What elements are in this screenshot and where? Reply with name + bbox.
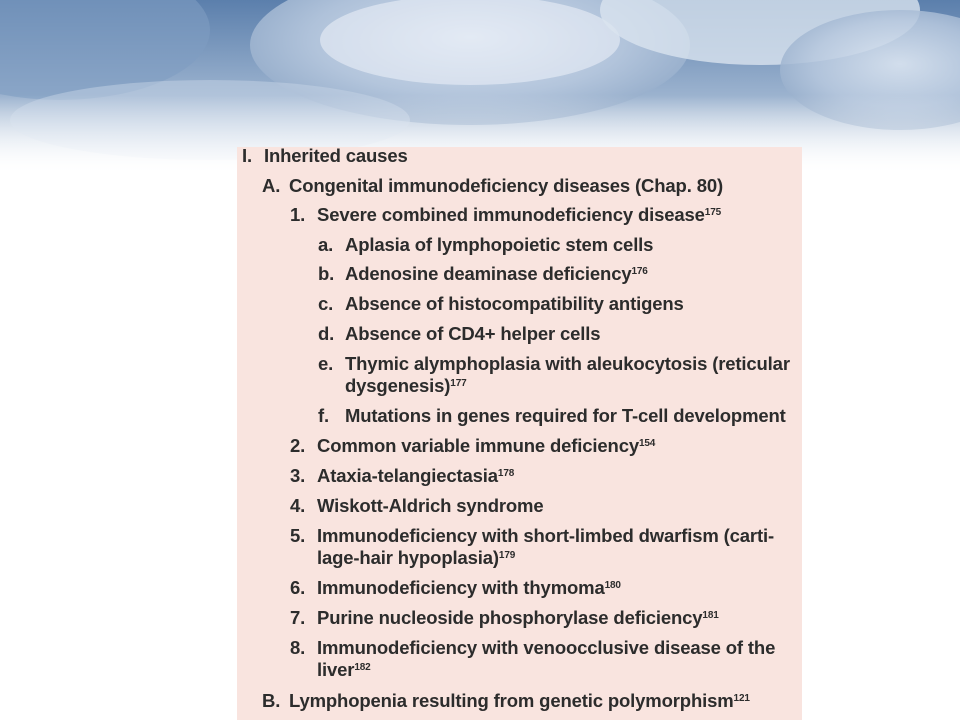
item-text: liver: [317, 659, 355, 680]
item-label: 1.: [290, 204, 306, 225]
item-label: c.: [318, 293, 334, 314]
reference-number: 175: [704, 207, 722, 218]
item-label: b.: [318, 263, 335, 284]
outline-panel: [237, 147, 802, 720]
item-label: B.: [262, 690, 281, 711]
reference-number: 182: [354, 662, 371, 673]
item-label: 5.: [290, 525, 306, 546]
item-text: Lymphopenia resulting from genetic polymorphism: [289, 690, 734, 711]
item-text: Common variable immune deficiency: [317, 435, 639, 456]
item-text: Absence of histocompatibility antigens: [345, 293, 684, 314]
item-label: f.: [318, 405, 330, 426]
item-text: Thymic alymphoplasia with aleukocytosis (reticular: [345, 353, 790, 374]
item-text: Aplasia of lymphopoietic stem cells: [345, 234, 654, 255]
reference-number: 121: [733, 693, 750, 704]
item-label: a.: [318, 234, 334, 255]
item-text: lage-hair hypoplasia): [317, 547, 499, 568]
item-text: Mutations in genes required for T-cell development: [345, 405, 786, 426]
item-label: 2.: [290, 435, 306, 456]
item-label: 3.: [290, 465, 306, 486]
item-text: Severe combined immunodeficiency disease: [317, 204, 705, 225]
item-text: Purine nucleoside phosphorylase deficiency: [317, 607, 703, 628]
item-label: 6.: [290, 577, 306, 598]
item-label: 4.: [290, 495, 306, 516]
item-text: Immunodeficiency with short-limbed dwarfism (carti-: [317, 525, 774, 546]
item-text: Immunodeficiency with thymoma: [317, 577, 605, 598]
reference-number: 178: [497, 468, 515, 479]
item-label: I.: [242, 145, 252, 166]
item-label: A.: [262, 175, 281, 196]
item-text: Absence of CD4+ helper cells: [345, 323, 601, 344]
item-text: Immunodeficiency with venoocclusive disease of the: [317, 637, 776, 658]
item-text: Inherited causes: [264, 145, 408, 166]
reference-number: 154: [638, 438, 656, 449]
reference-number: 179: [498, 550, 516, 561]
item-text: Ataxia-telangiectasia: [317, 465, 498, 486]
item-text: Congenital immunodeficiency diseases (Chap. 80): [289, 175, 723, 196]
item-label: 7.: [290, 607, 306, 628]
item-label: e.: [318, 353, 334, 374]
reference-number: 180: [604, 580, 621, 591]
item-text: Adenosine deaminase deficiency: [345, 263, 632, 284]
item-label: d.: [318, 323, 335, 344]
reference-number: 181: [702, 610, 719, 621]
item-text: Wiskott-Aldrich syndrome: [317, 495, 544, 516]
item-label: 8.: [290, 637, 306, 658]
reference-number: 176: [631, 266, 648, 277]
item-text: dysgenesis): [345, 375, 451, 396]
reference-number: 177: [450, 378, 467, 389]
